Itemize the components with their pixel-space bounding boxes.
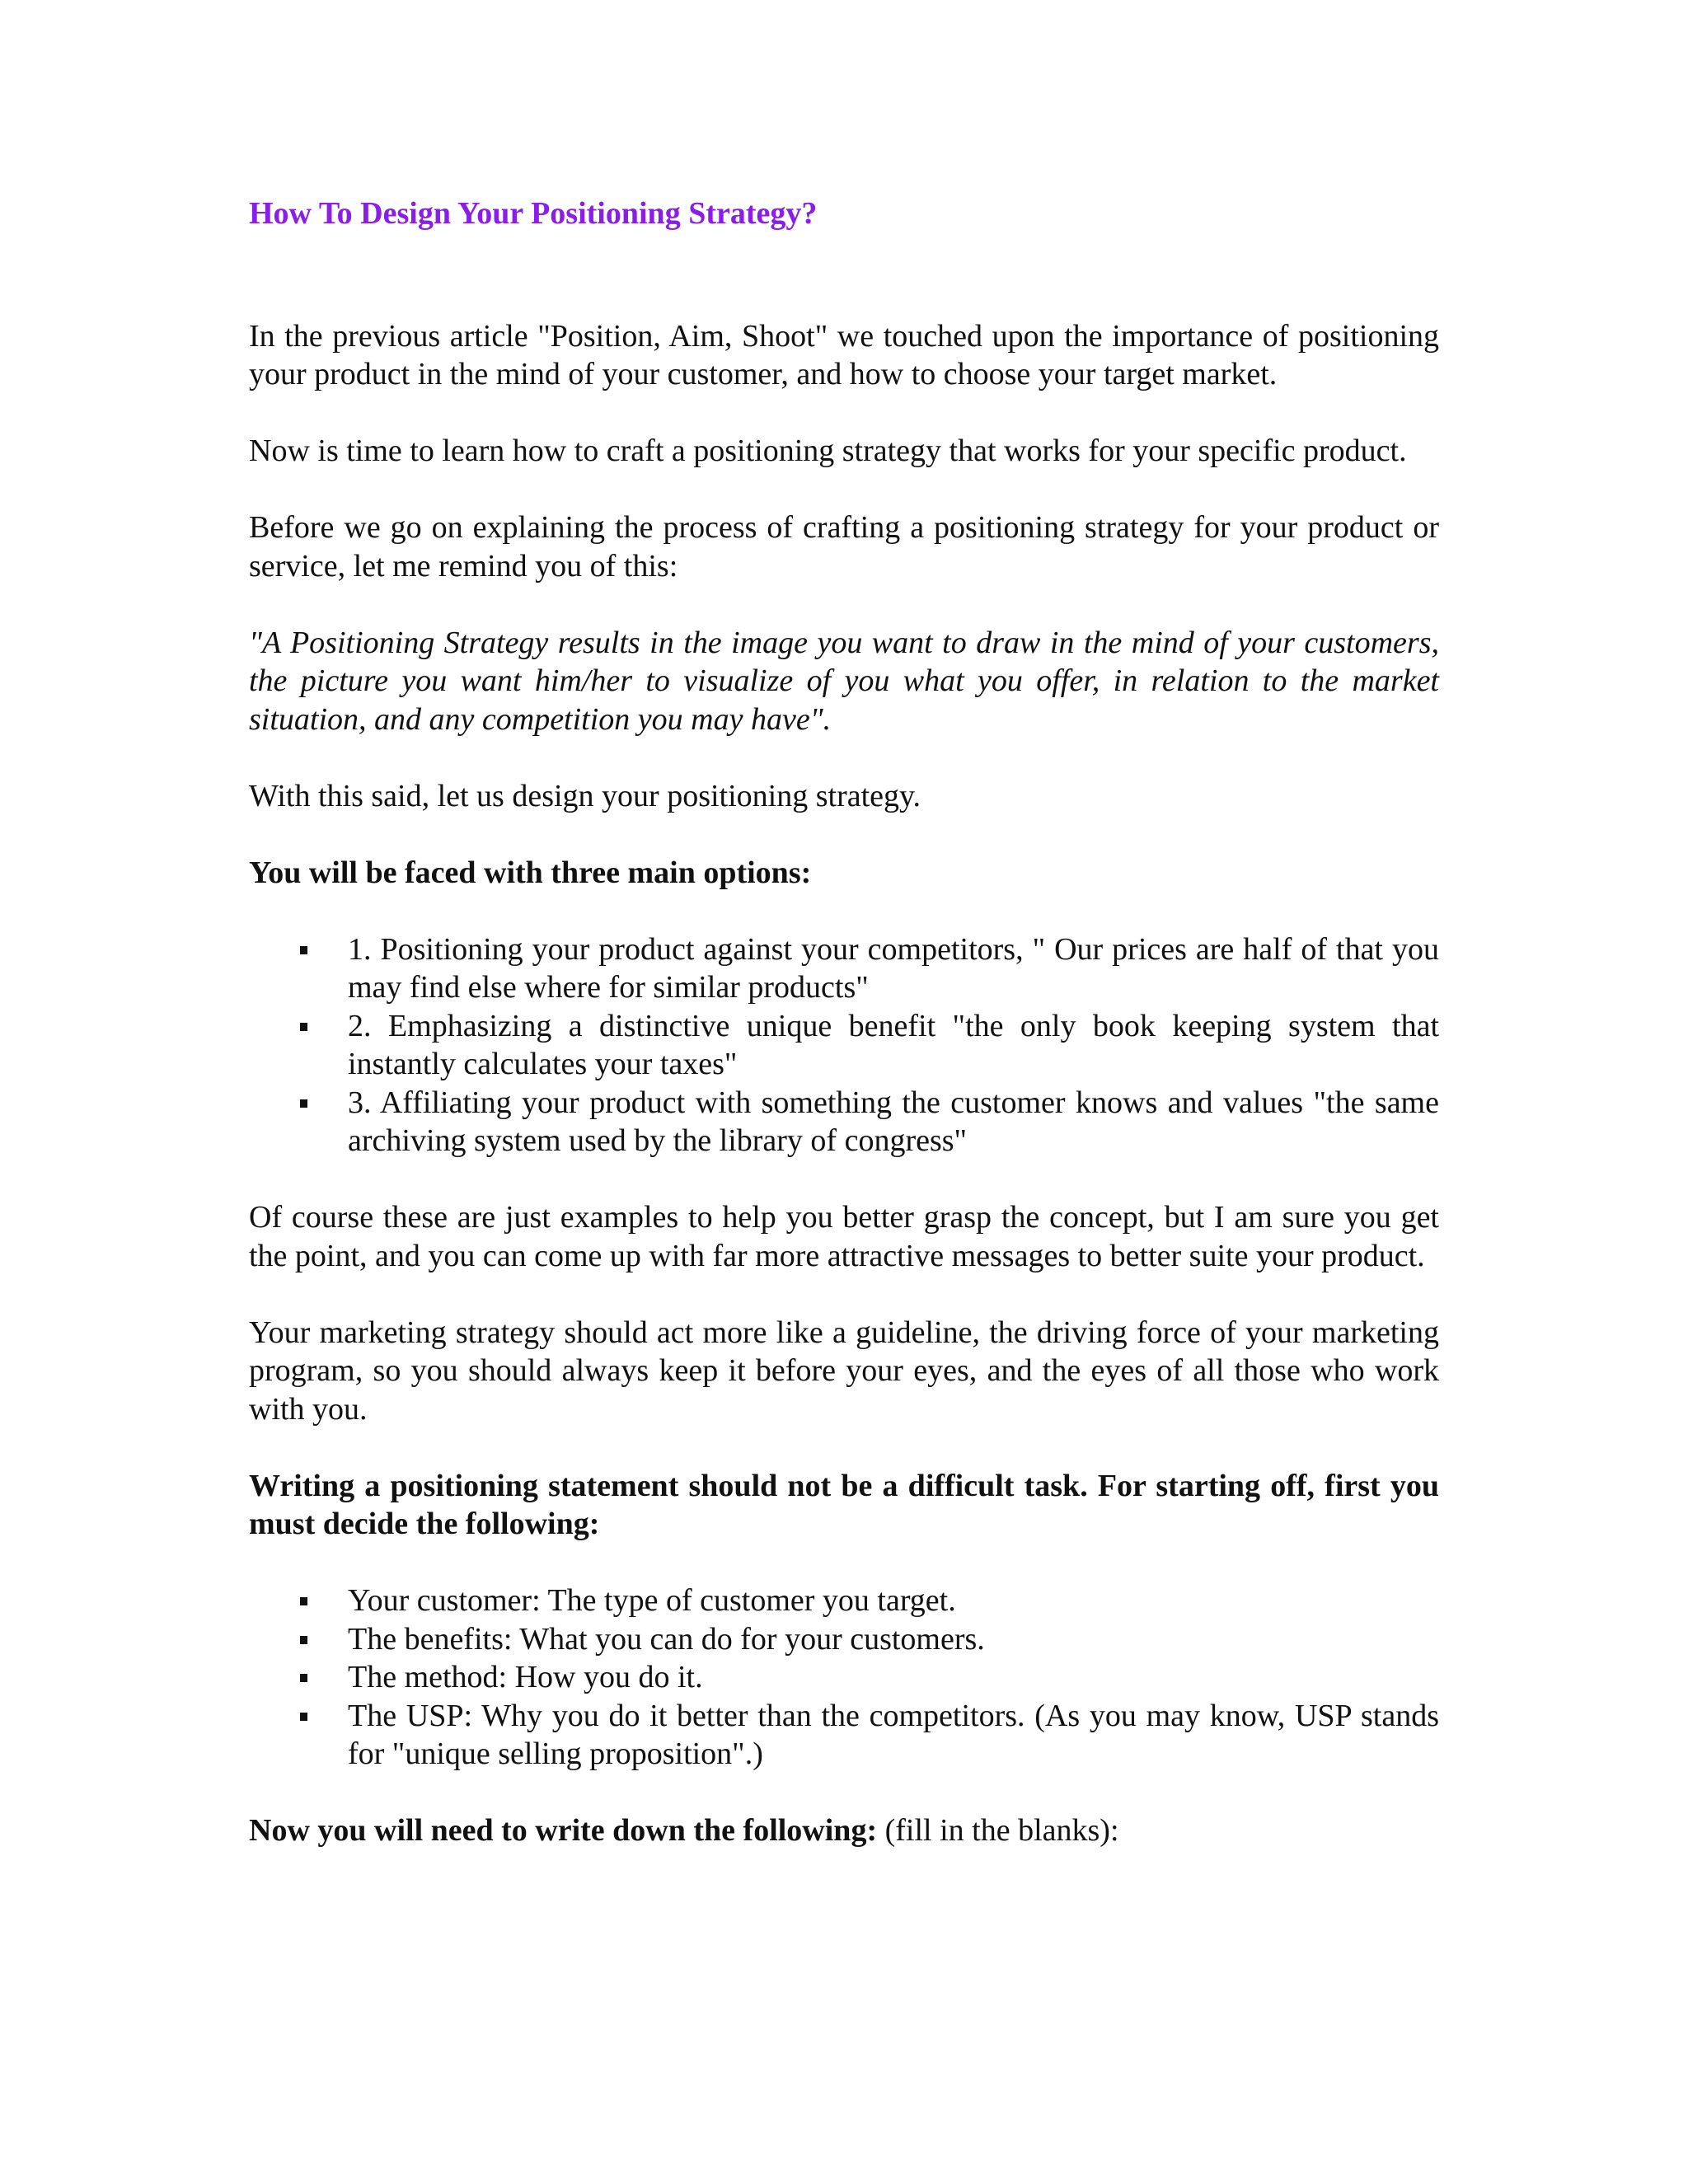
option-text: 2. Emphasizing a distinctive unique benefit "the only book keeping system that instantly calculates your taxes" xyxy=(348,1008,1439,1081)
final-instruction xyxy=(249,1811,1439,1850)
positioning-quote: "A Positioning Strategy results in the image you want to draw in the mind of your customers, the picture you want him/her to visualize of you what you offer, in relation to the market situation, and any competition you may have". xyxy=(249,625,1439,737)
square-bullet-icon xyxy=(300,1099,307,1108)
paragraph-with-this-said: With this said, let us design your positioning strategy. xyxy=(249,778,921,813)
decide-heading: Writing a positioning statement should not be a difficult task. For starting off, first you must decide the following: xyxy=(249,1468,1439,1541)
square-bullet-icon xyxy=(300,1597,307,1605)
list-item xyxy=(249,1582,1439,1620)
paragraph-marketing-strategy: Your marketing strategy should act more like a guideline, the driving force of your marketing program, so you should always keep it before your eyes, and the eyes of all those who work with you. xyxy=(249,1315,1439,1427)
decide-item-text: The method: How you do it. xyxy=(348,1660,703,1694)
square-bullet-icon xyxy=(300,946,307,954)
paragraph-of-course: Of course these are just examples to help you better grasp the concept, but I am sure you get the point, and you can come up with far more attractive messages to better suite your product. xyxy=(249,1200,1439,1273)
list-item xyxy=(249,1007,1439,1084)
list-item xyxy=(249,1620,1439,1659)
final-instruction-regular: (fill in the blanks): xyxy=(877,1813,1119,1848)
document-title: How To Design Your Positioning Strategy? xyxy=(249,196,818,231)
list-item xyxy=(249,1697,1439,1774)
decide-list xyxy=(249,1582,1439,1774)
decide-item-text: Your customer: The type of customer you target. xyxy=(348,1583,956,1618)
decide-item-text: The benefits: What you can do for your customers. xyxy=(348,1621,985,1657)
paragraph-previous-article: In the previous article "Position, Aim, Shoot" we touched upon the importance of positioning your product in the mind of your customer, and how to choose your target market. xyxy=(249,318,1439,391)
list-item xyxy=(249,1084,1439,1160)
option-text: 3. Affiliating your product with something the customer knows and values "the same archiving system used by the library of congress" xyxy=(348,1085,1439,1158)
option-text: 1. Positioning your product against your competitors, " Our prices are half of that you may find else where for similar products" xyxy=(348,931,1439,1005)
paragraph-before-we-go: Before we go on explaining the process of crafting a positioning strategy for your product or service, let me remind you of this: xyxy=(249,510,1439,583)
final-instruction-bold: Now you will need to write down the following: xyxy=(249,1813,878,1848)
options-heading: You will be faced with three main options: xyxy=(249,855,812,890)
decide-item-text: The USP: Why you do it better than the competitors. (As you may know, USP stands for "unique selling proposition".) xyxy=(348,1698,1439,1771)
list-item xyxy=(249,930,1439,1007)
list-item xyxy=(249,1658,1439,1697)
document-page xyxy=(249,194,1439,1888)
square-bullet-icon xyxy=(300,1636,307,1644)
square-bullet-icon xyxy=(300,1713,307,1721)
paragraph-now-is-time: Now is time to learn how to craft a positioning strategy that works for your specific product. xyxy=(249,434,1407,468)
square-bullet-icon xyxy=(300,1023,307,1031)
square-bullet-icon xyxy=(300,1674,307,1682)
options-list xyxy=(249,930,1439,1160)
